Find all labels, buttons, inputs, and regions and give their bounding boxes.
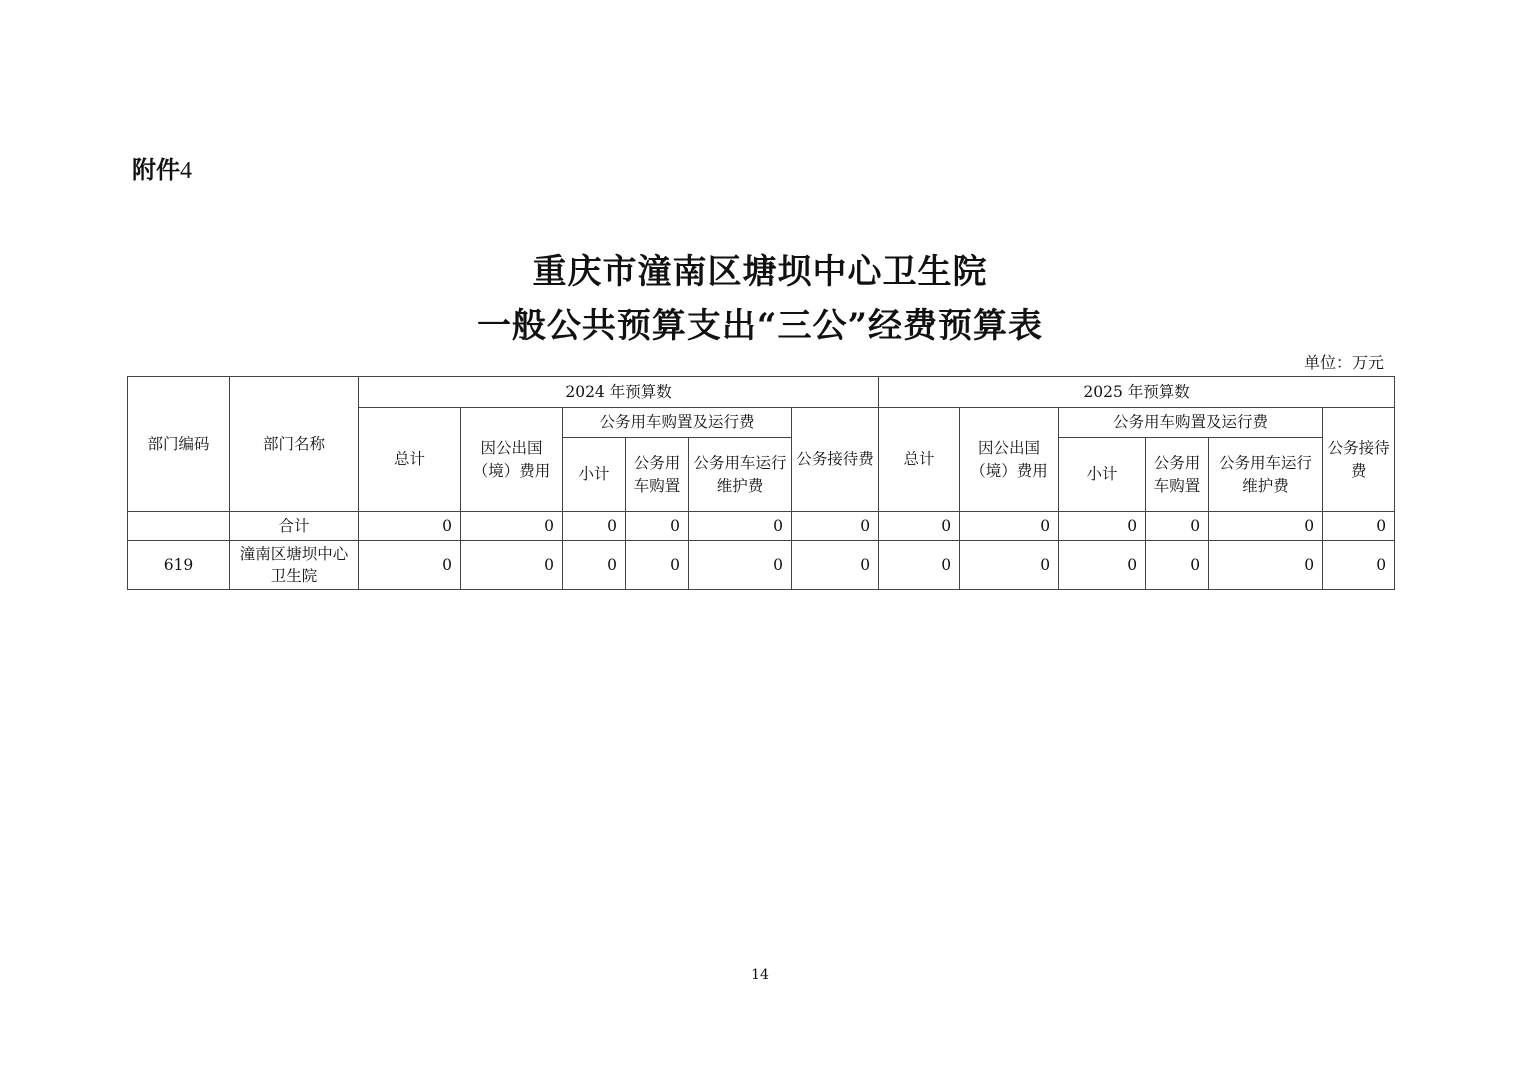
- budget-table: [127, 376, 1395, 590]
- header-vehicle-2025: 公务用车购置及运行费: [1059, 408, 1323, 438]
- unit-label: 单位：万元: [1303, 353, 1384, 372]
- cell-value: 0: [960, 541, 1059, 590]
- cell-value: 0: [626, 512, 689, 541]
- header-vehicle-2024: 公务用车购置及运行费: [563, 408, 792, 438]
- cell-value: 0: [689, 541, 792, 590]
- header-year-2024: 2024 年预算数: [359, 377, 879, 408]
- cell-value: 0: [359, 541, 461, 590]
- attachment-label: 附件4: [132, 156, 192, 184]
- cell-value: 0: [1209, 512, 1323, 541]
- header-reception-2024: 公务接待费: [792, 408, 879, 512]
- header-reception-2025: 公务接待费: [1323, 408, 1395, 512]
- header-dept-name: 部门名称: [230, 377, 359, 512]
- cell-value: 0: [1059, 512, 1146, 541]
- header-subtotal-2024: 小计: [563, 438, 626, 512]
- cell-value: 0: [359, 512, 461, 541]
- cell-value: 0: [879, 541, 960, 590]
- cell-value: 0: [792, 512, 879, 541]
- cell-value: 0: [563, 541, 626, 590]
- cell-value: 0: [1059, 541, 1146, 590]
- cell-value: 0: [461, 512, 563, 541]
- header-vehicle-maint-2024: 公务用车运行维护费: [689, 438, 792, 512]
- header-total-2025: 总计: [879, 408, 960, 512]
- document-title-line2: 一般公共预算支出“三公”经费预算表: [476, 306, 1044, 346]
- document-title-line1: 重庆市潼南区塘坝中心卫生院: [532, 252, 988, 292]
- cell-value: 0: [689, 512, 792, 541]
- header-total-2024: 总计: [359, 408, 461, 512]
- cell-value: 0: [1323, 541, 1395, 590]
- cell-value: 0: [1209, 541, 1323, 590]
- cell-code: [128, 512, 230, 541]
- cell-value: 0: [1146, 541, 1209, 590]
- cell-value: 0: [626, 541, 689, 590]
- cell-name: 合计: [230, 512, 359, 541]
- header-vehicle-maint-2025: 公务用车运行维护费: [1209, 438, 1323, 512]
- cell-value: 0: [792, 541, 879, 590]
- header-subtotal-2025: 小计: [1059, 438, 1146, 512]
- header-abroad-2024: 因公出国（境）费用: [461, 408, 563, 512]
- header-abroad-2025: 因公出国（境）费用: [960, 408, 1059, 512]
- cell-name: 潼南区塘坝中心卫生院: [230, 541, 359, 590]
- header-year-2025: 2025 年预算数: [879, 377, 1395, 408]
- page-number: 14: [751, 967, 769, 983]
- cell-value: 0: [563, 512, 626, 541]
- cell-value: 0: [1323, 512, 1395, 541]
- header-vehicle-purchase-2025: 公务用车购置: [1146, 438, 1209, 512]
- cell-value: 0: [1146, 512, 1209, 541]
- cell-value: 0: [461, 541, 563, 590]
- header-dept-code: 部门编码: [128, 377, 230, 512]
- cell-value: 0: [960, 512, 1059, 541]
- table-row-total: [128, 512, 1395, 541]
- table-row-dept: [128, 541, 1395, 590]
- cell-value: 0: [879, 512, 960, 541]
- cell-code: 619: [128, 541, 230, 590]
- header-vehicle-purchase-2024: 公务用车购置: [626, 438, 689, 512]
